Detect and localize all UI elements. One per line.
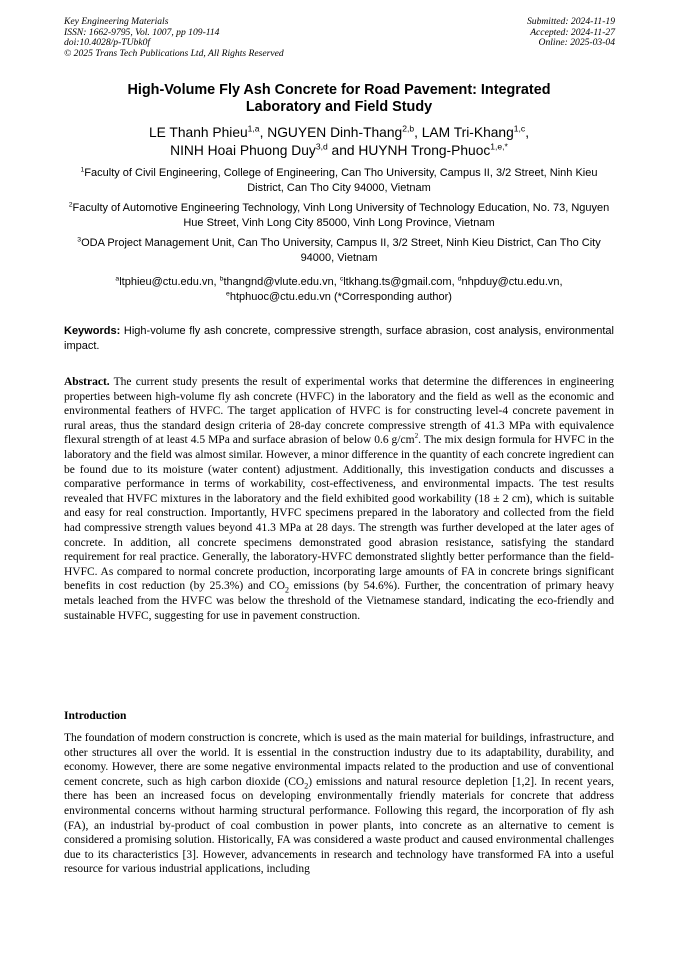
- abstract-section: [64, 375, 614, 623]
- author: [170, 143, 358, 158]
- journal-header: [64, 17, 284, 59]
- intro-text-2: ) emissions and natural resource depletion [1,2]. In recent years, there has been an increased focus on developing environmentally friendly materials for concrete that address environmental concerns without harming structural performance. Following this regard, the incorporation of fly ash (FA), an industrial by-product of coal combustion in power plants, into concrete as an alternative to cement is considered a promising solution. Historically, FA was considered a waste product and caused environmental challenges due to its characteristics [3]. However, advancements in research and technology have transformed FA into a useful resource for various industrial applications, including: [64, 775, 614, 876]
- author-separator: ,: [259, 125, 268, 140]
- affiliation-list: [64, 166, 614, 271]
- author-name: NGUYEN Dinh-Thang: [267, 125, 403, 140]
- keywords-text: High-volume fly ash concrete, compressive strength, surface abrasion, cost analysis, environmental impact.: [64, 325, 614, 352]
- title-line-2: Laboratory and Field Study: [245, 99, 433, 115]
- affiliation-text: Faculty of Civil Engineering, College of Engineering, Can Tho University, Campus II, 3/2 Street, Ninh Kieu District, Can Tho City 94000, Vietnam: [84, 167, 598, 194]
- author-affil-mark: 3,d: [315, 141, 328, 152]
- affiliation-1: [64, 166, 614, 195]
- author-name: NINH Hoai Phuong Duy: [170, 143, 316, 158]
- author: [422, 125, 529, 140]
- author: [267, 125, 422, 140]
- affiliation-3: [64, 236, 614, 265]
- introduction-heading: Introduction: [64, 710, 127, 722]
- dates-header: [527, 17, 615, 49]
- intro-text-1: The foundation of modern construction is concrete, which is used as the main material for buildings, infrastructure, and other structures all over the world. It is essential in the construction industry due to its adaptability, durability, and economy. However, there are some negative environmental impacts related to the production and use of conventional cement concrete, such as high carbon dioxide (CO: [64, 732, 614, 788]
- issn-line: ISSN: 1662-9795, Vol. 1007, pp 109-114: [64, 26, 220, 38]
- author-list: [64, 124, 614, 160]
- author-affil-mark: 1,c: [513, 123, 526, 134]
- affiliation-text: ODA Project Management Unit, Can Tho University, Campus II, 3/2 Street, Ninh Kieu District, Can Tho City 94000, Vietnam: [81, 237, 601, 264]
- email-mark: d: [457, 275, 462, 283]
- author-name: LE Thanh Phieu: [148, 125, 248, 140]
- author: [149, 125, 267, 140]
- abstract-text-3: emissions (by 54.6%). Further, the concentration of primary heavy metals leached from the HVFC was below the threshold of the Vietnamese standard, indicating the eco-friendly and sustainable HVFC, suggesting for use in pavement construction.: [64, 580, 615, 622]
- paper-title: [64, 82, 614, 116]
- introduction-text: [64, 731, 614, 877]
- author-name: HUYNH Trong-Phuoc: [358, 143, 491, 158]
- email-mark: c: [339, 275, 344, 283]
- copyright-line: © 2025 Trans Tech Publications Ltd, All Rights Reserved: [64, 47, 284, 59]
- email-link[interactable]: htphuoc@ctu.edu.vn (*Corresponding author): [229, 290, 452, 303]
- online-date: Online: 2025-03-04: [538, 37, 615, 49]
- email-link[interactable]: nhpduy@ctu.edu.vn,: [461, 276, 563, 288]
- keywords-section: [64, 324, 614, 353]
- accepted-date: Accepted: 2024-11-27: [530, 26, 615, 38]
- abstract-superscript: 2: [414, 432, 419, 441]
- author-affil-mark: 2,b: [402, 123, 415, 134]
- submitted-date: Submitted: 2024-11-19: [526, 16, 615, 27]
- doi-line[interactable]: doi:10.4028/p-TUbk0f: [64, 37, 151, 49]
- author-separator: ,: [525, 125, 530, 140]
- abstract-label: Abstract.: [64, 376, 110, 388]
- affiliation-number: 3: [77, 236, 82, 244]
- affiliation-number: 2: [68, 201, 73, 209]
- affiliation-2: [64, 201, 614, 230]
- author: [358, 143, 507, 158]
- email-link[interactable]: thangnd@vlute.edu.vn,: [223, 276, 340, 288]
- author-name: LAM Tri-Khang: [421, 125, 514, 140]
- abstract-text-2: . The mix design formula for HVFC in the laboratory and the field was almost similar. However, a minor difference in the quantity of each concrete ingredient can be found due to its moisture (water content) adjustment. Additionally, this investigation conducts and discusses a comparative performance in terms of workability, cost-effectiveness, and environmental impacts. The test results revealed that HVFC mixtures in the laboratory and the field exhibited good workability (18 ± 2 cm), which is suitable and easy for real construction. Importantly, HVFC specimens prepared in the laboratory and collected from the field had compressive strength values beyond 41.3 MPa at 28 days. The strength was further developed at the later ages of concrete. In addition, all concrete specimens demonstrated good abrasion resistance, satisfying the standard requirement for real practice. Generally, the laboratory-HVFC demonstrated slightly better performance than the field-HVFC. As compared to normal concrete production, incorporating large amounts of FA in concrete brings significant benefits in cost reduction (by 25.3%) and CO: [64, 434, 614, 593]
- email-list: [64, 275, 614, 304]
- email-link[interactable]: ltkhang.ts@gmail.com,: [343, 276, 458, 288]
- email-mark: e: [226, 289, 230, 297]
- email-mark: b: [219, 275, 224, 283]
- abstract-text-1: The current study presents the result of experimental works that determine the differences in engineering properties between high-volume fly ash concrete (HVFC) in the laboratory and the field as well as the economic and environmental feathers of HVFC. The target application of HVFC is for constructing level-4 concrete pavement in rural areas, thus the standard design criteria of 28-day concrete compressive strength of 41.3 MPa with equivalence flexural strength of at least 4.5 MPa and surface abrasion of below 0.6 g/cm: [64, 376, 614, 447]
- journal-name: Key Engineering Materials: [64, 16, 169, 27]
- keywords-label: Keywords:: [64, 325, 121, 337]
- author-affil-mark: 1,e,*: [490, 141, 508, 152]
- intro-subscript: 2: [304, 781, 309, 791]
- author-affil-mark: 1,a: [247, 123, 260, 134]
- abstract-subscript: 2: [285, 585, 290, 595]
- email-link[interactable]: ltphieu@ctu.edu.vn,: [119, 276, 220, 288]
- email-mark: a: [115, 275, 120, 283]
- title-line-1: High-Volume Fly Ash Concrete for Road Pavement: Integrated: [127, 82, 551, 98]
- affiliation-number: 1: [80, 166, 85, 174]
- author-separator: ,: [414, 125, 422, 140]
- author-separator: and: [327, 143, 359, 158]
- affiliation-text: Faculty of Automotive Engineering Technology, Vinh Long University of Technology Education, No. 73, Nguyen Hue Street, Vinh Long City 85000, Vinh Long Province, Vietnam: [72, 202, 610, 229]
